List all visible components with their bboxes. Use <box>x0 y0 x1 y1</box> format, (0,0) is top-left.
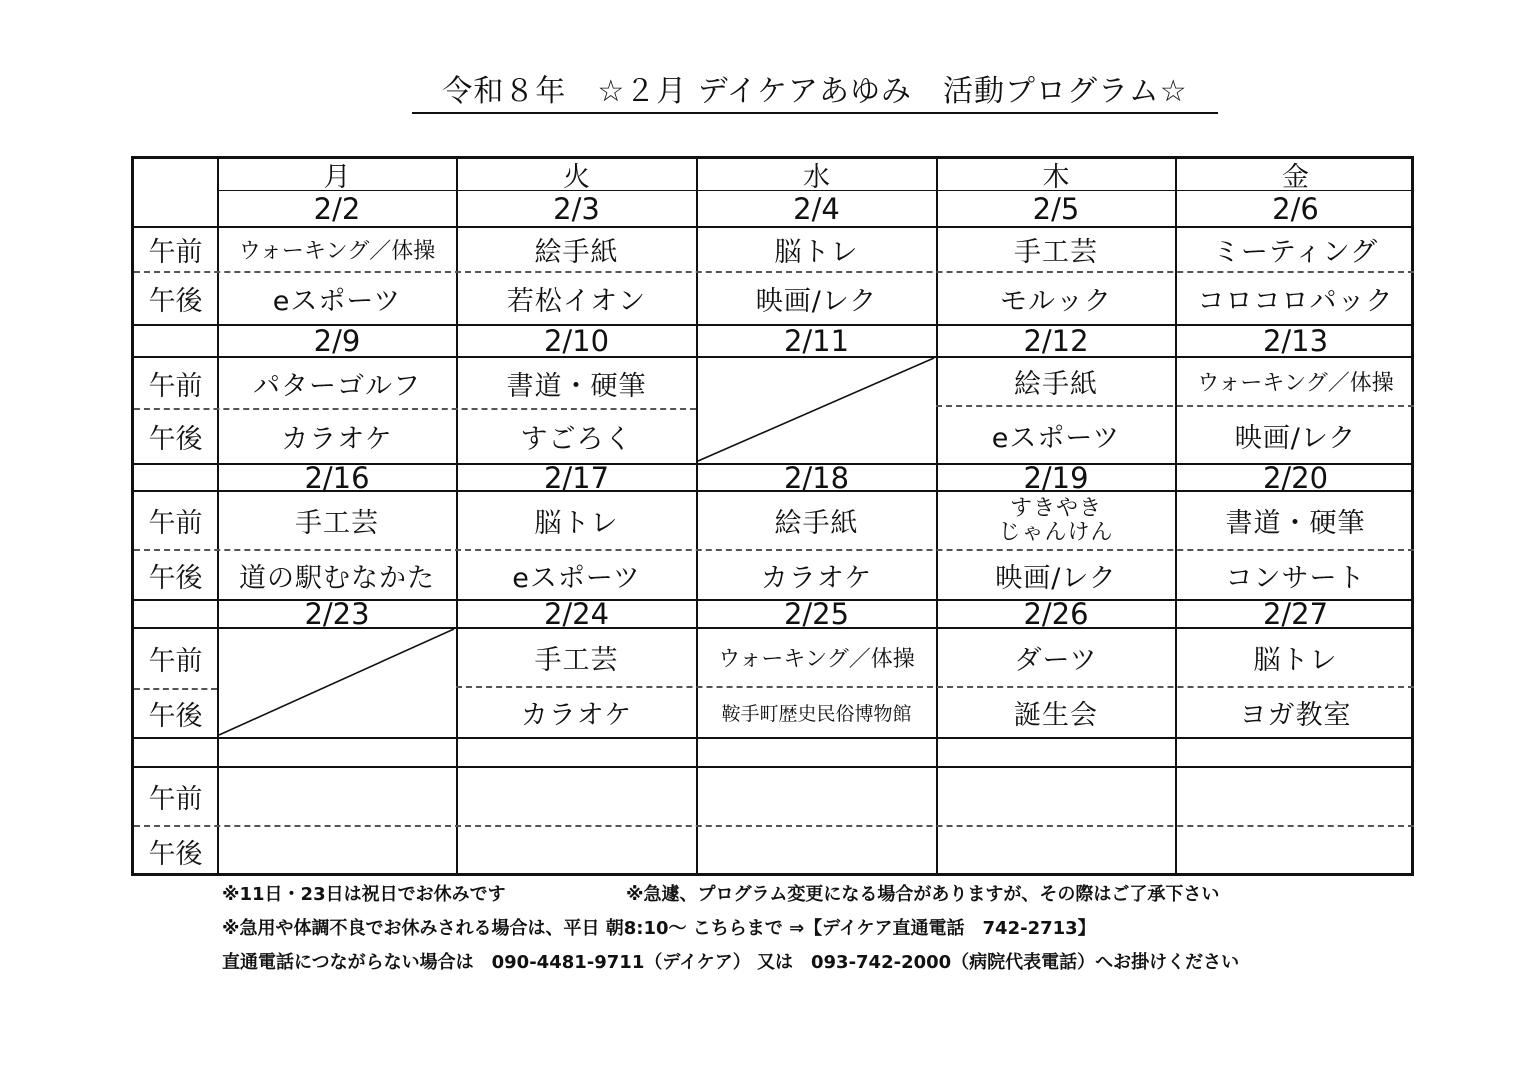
activity-cell: ウォーキング／体操 <box>1197 371 1394 396</box>
activity-cell: モルック <box>1000 286 1112 317</box>
activity-cell: 道の駅むなかた <box>239 562 435 594</box>
activity-cell: 手工芸 <box>295 508 379 539</box>
date-cell: 2/20 <box>1262 465 1329 490</box>
date-cell: 2/10 <box>543 326 610 356</box>
activity-cell: 脳トレ <box>534 508 619 539</box>
holiday-note: ※11日・23日は祝日でお休みです <box>222 884 506 905</box>
closed-slash-2-23 <box>217 627 456 737</box>
notes <box>222 878 1322 980</box>
activity-cell: 映画/レク <box>1234 422 1357 454</box>
date-cell: 2/4 <box>793 191 840 226</box>
date-cell: 2/6 <box>1272 191 1319 226</box>
date-cell: 2/5 <box>1032 191 1080 226</box>
note-line-1 <box>222 878 1322 912</box>
activity-cell: 手工芸 <box>1014 237 1098 268</box>
date-cell: 2/2 <box>313 191 361 226</box>
slot-label-pm: 午後 <box>148 286 203 317</box>
activity-cell: 脳トレ <box>1253 645 1338 676</box>
date-cell: 2/3 <box>553 191 600 226</box>
day-header-fri: 金 <box>1282 162 1309 190</box>
date-cell: 2/11 <box>783 326 850 356</box>
day-header-tue: 火 <box>563 162 590 190</box>
date-cell: 2/26 <box>1023 601 1089 627</box>
activity-cell: カラオケ <box>760 562 873 594</box>
slot-label-am: 午前 <box>148 508 203 539</box>
activity-line: じゃんけん <box>998 519 1114 545</box>
activity-cell: コロコロパック <box>1197 286 1394 317</box>
activity-cell: 書道・硬筆 <box>1225 508 1366 539</box>
date-cell: 2/23 <box>304 601 370 627</box>
activity-cell: eスポーツ <box>512 562 641 594</box>
activity-cell: 絵手紙 <box>774 508 859 539</box>
activity-cell <box>938 492 1174 549</box>
slot-label-am: 午前 <box>148 237 203 268</box>
activity-cell: 鞍手町歴史民俗博物館 <box>721 703 912 725</box>
change-note: ※急遽、プログラム変更になる場合がありますが、その際はご了承下さい <box>626 884 1220 905</box>
date-cell: 2/17 <box>543 465 610 490</box>
date-cell: 2/27 <box>1262 601 1329 627</box>
date-cell: 2/24 <box>543 601 610 627</box>
activity-cell: すごろく <box>520 424 633 455</box>
page-title: 令和８年 ☆２月 デイケアあゆみ 活動プログラム☆ <box>412 72 1218 114</box>
activity-cell: ウォーキング／体操 <box>718 647 915 672</box>
row-divider <box>134 737 1411 739</box>
date-cell: 2/18 <box>783 465 850 490</box>
activity-cell: 書道・硬筆 <box>506 370 647 402</box>
activity-cell: 若松イオン <box>506 286 647 317</box>
activity-cell: 絵手紙 <box>534 237 619 268</box>
day-header-wed: 水 <box>803 162 830 190</box>
slot-label-am: 午前 <box>148 784 203 815</box>
date-cell: 2/12 <box>1023 326 1089 356</box>
slot-divider <box>134 825 1414 827</box>
slot-label-pm: 午後 <box>148 839 203 870</box>
slot-label-pm: 午後 <box>148 701 203 732</box>
row-divider <box>134 766 1411 768</box>
note-line-2: ※急用や体調不良でお休みされる場合は、平日 朝8:10～ こちらまで ⇒【デイケア直通電話 742-2713】 <box>222 918 1096 939</box>
day-header-mon: 月 <box>323 162 351 190</box>
activity-cell: コンサート <box>1225 562 1366 594</box>
schedule-table <box>131 156 1414 876</box>
activity-cell: ミーティング <box>1212 237 1379 268</box>
activity-cell: 脳トレ <box>774 237 859 268</box>
activity-cell: 手工芸 <box>534 645 619 676</box>
date-cell: 2/9 <box>313 326 361 356</box>
slot-label-pm: 午後 <box>148 562 203 594</box>
activity-cell: 映画/レク <box>755 286 878 317</box>
activity-line: すきやき <box>1009 495 1102 521</box>
activity-cell: カラオケ <box>281 424 393 455</box>
activity-cell: パターゴルフ <box>253 370 421 402</box>
note-line-3: 直通電話につながらない場合は 090-4481-9711（デイケア） 又は 093-742-2000（病院代表電話）へお掛けください <box>222 952 1240 973</box>
activity-cell: カラオケ <box>520 700 633 731</box>
slot-label-am: 午前 <box>148 370 203 402</box>
activity-cell: 映画/レク <box>995 562 1117 594</box>
activity-cell: eスポーツ <box>991 422 1121 454</box>
date-cell: 2/19 <box>1023 465 1089 490</box>
slot-label-am: 午前 <box>148 646 203 677</box>
date-cell: 2/16 <box>304 465 370 490</box>
activity-cell: 誕生会 <box>1014 700 1098 731</box>
activity-cell: eスポーツ <box>272 286 402 317</box>
activity-cell: ウォーキング／体操 <box>238 239 436 264</box>
activity-cell: ヨガ教室 <box>1239 700 1352 731</box>
activity-cell: ダーツ <box>1014 645 1098 676</box>
activity-cell: 絵手紙 <box>1014 369 1098 400</box>
closed-slash-2-11 <box>696 356 936 463</box>
date-cell: 2/25 <box>783 601 850 627</box>
slot-label-pm: 午後 <box>148 424 203 455</box>
day-header-thu: 木 <box>1042 162 1070 190</box>
date-cell: 2/13 <box>1262 326 1329 356</box>
